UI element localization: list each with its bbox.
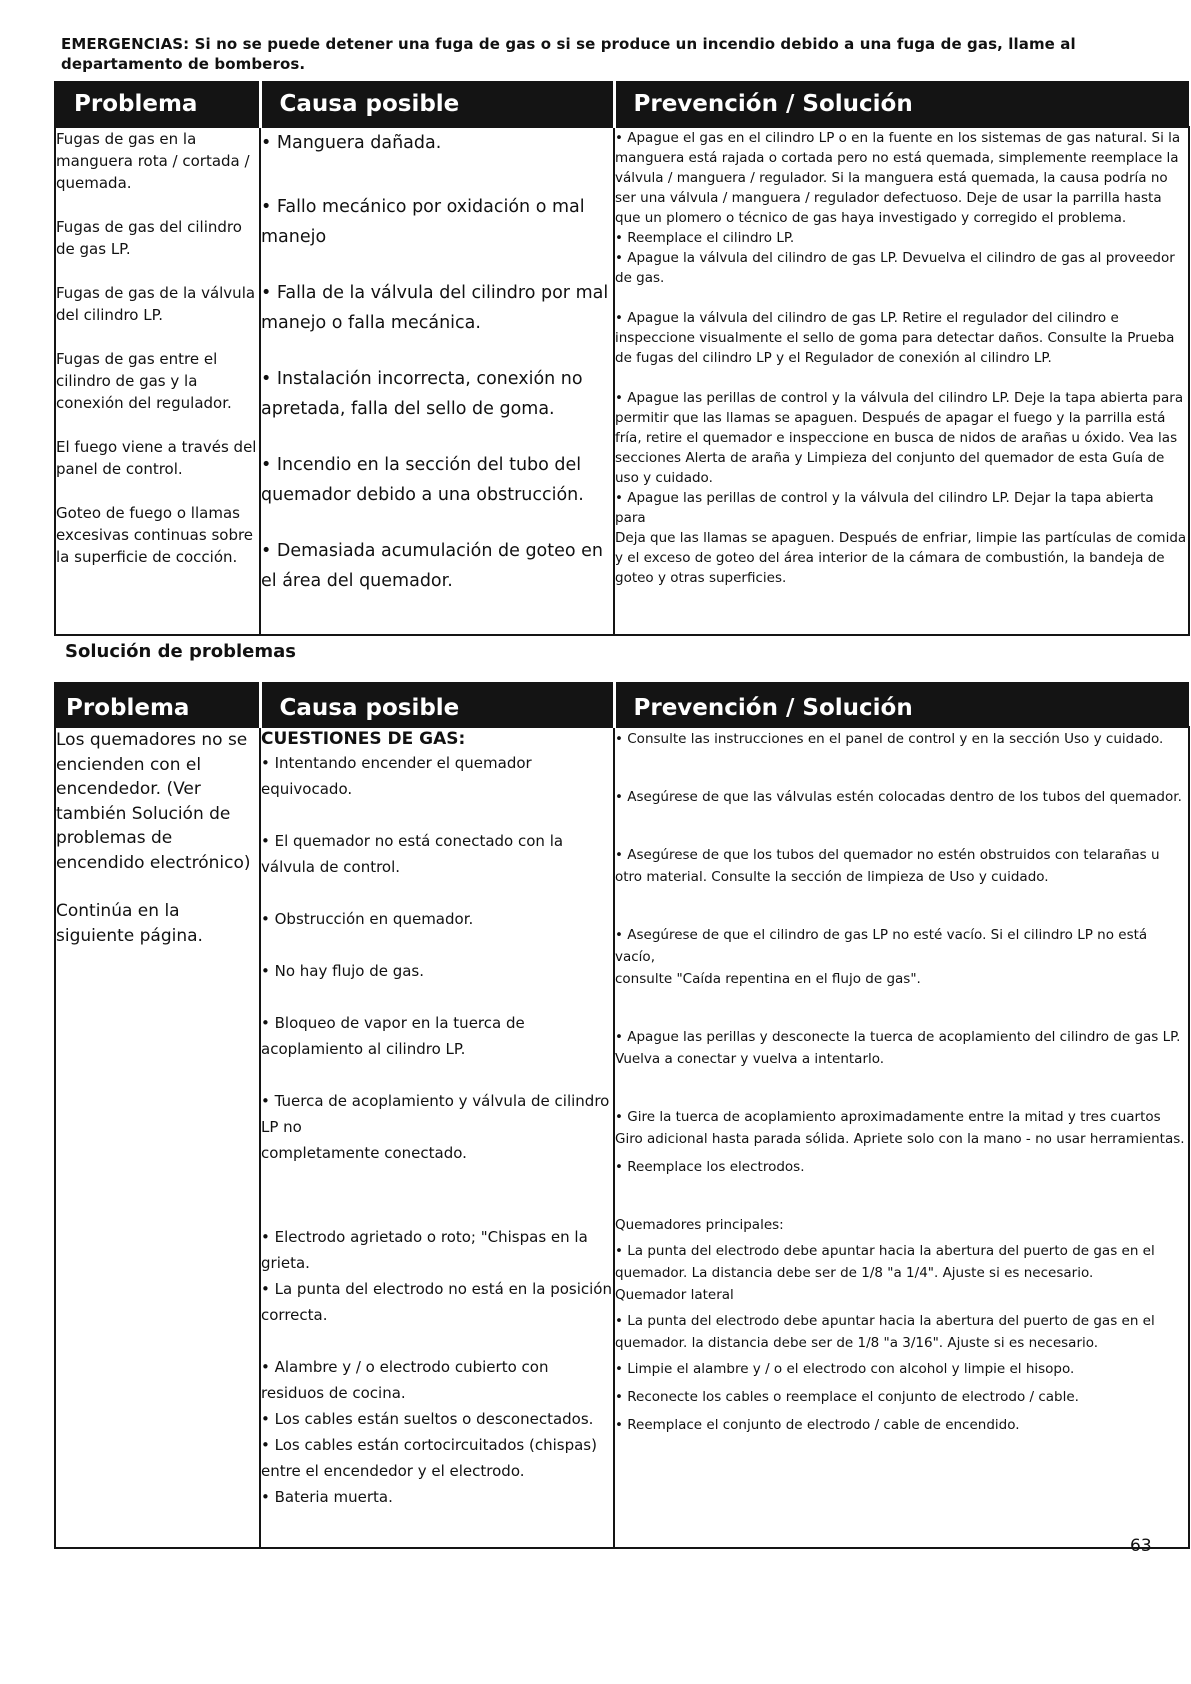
- table-row: [55, 727, 1189, 1548]
- solution-item: • Gire la tuerca de acoplamiento aproximadamente entre la mitad y tres cuartos: [615, 1109, 1161, 1125]
- cause-item: • Falla de la válvula del cilindro por mal manejo o falla mecánica.: [261, 283, 609, 333]
- header-problema: Problema: [55, 81, 260, 127]
- solution-item: Quemadores principales:: [615, 1217, 784, 1233]
- solution-item: • Apague el gas en el cilindro LP o en la fuente en los sistemas de gas natural. Si la manguera está rajada o cortada pero no está quemada, simplemente reemplace la válvula / manguera / regulador. Si la manguera está quemada, la causa podría no ser una válvula / manguera / regulador defectuoso. Deje de usar la parrilla hasta que un plomero o técnico de gas haya investigado y corregido el problema.: [615, 130, 1181, 226]
- solution-item: consulte "Caída repentina en el flujo de gas".: [615, 971, 921, 987]
- solution-item: • Apague las perillas y desconecte la tuerca de acoplamiento del cilindro de gas LP.: [615, 1029, 1181, 1045]
- cause-item: • Instalación incorrecta, conexión no apretada, falla del sello de goma.: [261, 369, 583, 419]
- solutions-cell: [614, 127, 1189, 635]
- solution-item: • La punta del electrodo debe apuntar hacia la abertura del puerto de gas en el quemador. la distancia debe ser de 1/8 "a 3/16". Ajuste si es necesario.: [615, 1313, 1155, 1351]
- cause-item: • Los cables están cortocircuitados (chispas) entre el encendedor y el electrodo.: [261, 1436, 597, 1480]
- header-causa: Causa posible: [260, 682, 614, 727]
- solution-item: Giro adicional hasta parada sólida. Apriete solo con la mano - no usar herramientas.: [615, 1131, 1185, 1147]
- problem-item: Goteo de fuego o llamas excesivas continuas sobre la superficie de cocción.: [56, 504, 254, 566]
- cause-item: • Fallo mecánico por oxidación o mal manejo: [261, 197, 585, 247]
- problems-cell: [55, 727, 260, 1548]
- cause-item: • Bloqueo de vapor en la tuerca de acoplamiento al cilindro LP.: [261, 1014, 525, 1058]
- cause-item: • Manguera dañada.: [261, 133, 442, 153]
- header-solucion: Prevención / Solución: [614, 682, 1189, 727]
- solution-item: Quemador lateral: [615, 1287, 734, 1303]
- solution-item: • Reconecte los cables o reemplace el conjunto de electrodo / cable.: [615, 1389, 1079, 1405]
- cause-item: • Electrodo agrietado o roto; "Chispas en la grieta.: [261, 1228, 588, 1272]
- solution-item: • Asegúrese de que los tubos del quemador no estén obstruidos con telarañas u otro material. Consulte la sección de limpieza de Uso y cuidado.: [615, 847, 1160, 885]
- problem-item: El fuego viene a través del panel de control.: [56, 438, 257, 478]
- troubleshooting-table-1: [54, 81, 1190, 636]
- causes-cell: [260, 127, 614, 635]
- solution-item: • Reemplace el conjunto de electrodo / cable de encendido.: [615, 1417, 1020, 1433]
- solution-item: • Apague la válvula del cilindro de gas LP. Devuelva el cilindro de gas al proveedor de gas.: [615, 250, 1175, 286]
- solution-item: • Limpie el alambre y / o el electrodo con alcohol y limpie el hisopo.: [615, 1361, 1075, 1377]
- table-header-row: [55, 81, 1189, 127]
- header-problema: Problema: [55, 682, 260, 727]
- problem-item: Fugas de gas del cilindro de gas LP.: [56, 218, 242, 258]
- solutions-cell: [614, 727, 1189, 1548]
- cause-item: • Los cables están sueltos o desconectados.: [261, 1410, 594, 1428]
- emergency-note: EMERGENCIAS: Si no se puede detener una fuga de gas o si se produce un incendio debido a una fuga de gas, llame al departamento de bomberos.: [61, 35, 1076, 73]
- solution-item: • Reemplace los electrodos.: [615, 1159, 805, 1175]
- problem-item: Los quemadores no se encienden con el encendedor. (Ver también Solución de problemas de encendido electrónico): [56, 730, 251, 873]
- cause-item: • El quemador no está conectado con la válvula de control.: [261, 832, 564, 876]
- cause-item: • Bateria muerta.: [261, 1488, 393, 1506]
- solution-item: • La punta del electrodo debe apuntar hacia la abertura del puerto de gas en el quemador. La distancia debe ser de 1/8 "a 1/4". Ajuste si es necesario.: [615, 1243, 1155, 1281]
- table-header-row: [55, 682, 1189, 727]
- cause-item: • Incendio en la sección del tubo del quemador debido a una obstrucción.: [261, 455, 584, 505]
- section-title: Solución de problemas: [65, 641, 296, 662]
- cause-item: • Demasiada acumulación de goteo en el área del quemador.: [261, 541, 604, 591]
- cause-heading: CUESTIONES DE GAS:: [261, 729, 466, 749]
- solution-item: • Apague las perillas de control y la válvula del cilindro LP. Deje la tapa abierta para permitir que las llamas se apaguen. Después de apagar el fuego y la parrilla está fría, retire el quemador e inspeccione en busca de nidos de arañas u óxido. Vea las secciones Alerta de araña y Limpieza del conjunto del quemador de esta Guía de uso y cuidado.: [615, 390, 1184, 486]
- problem-item: Fugas de gas entre el cilindro de gas y la conexión del regulador.: [56, 350, 232, 412]
- problem-item: Continúa en la siguiente página.: [56, 901, 203, 946]
- page-number: 63: [1130, 1536, 1152, 1556]
- cause-item: • Alambre y / o electrodo cubierto con residuos de cocina.: [261, 1358, 549, 1402]
- problems-cell: [55, 127, 260, 635]
- solution-item: • Apague la válvula del cilindro de gas LP. Retire el regulador del cilindro e inspeccione visualmente el sello de goma para detectar daños. Consulte la Prueba de fugas del cilindro LP y el Regulador de conexión al cilindro LP.: [615, 310, 1175, 366]
- problem-item: Fugas de gas en la manguera rota / cortada / quemada.: [56, 130, 250, 192]
- troubleshooting-table-2: [54, 682, 1190, 1549]
- cause-item: • Intentando encender el quemador equivocado.: [261, 754, 532, 798]
- causes-cell: [260, 727, 614, 1548]
- solution-item: Deja que las llamas se apaguen. Después de enfriar, limpie las partículas de comida y el exceso de goteo del área interior de la cámara de combustión, la bandeja de goteo y otras superficies.: [615, 530, 1187, 586]
- table-row: [55, 127, 1189, 635]
- cause-item: • La punta del electrodo no está en la posición correcta.: [261, 1280, 612, 1324]
- solution-item: • Consulte las instrucciones en el panel de control y en la sección Uso y cuidado.: [615, 731, 1164, 747]
- cause-item: completamente conectado.: [261, 1144, 467, 1162]
- cause-item: • Tuerca de acoplamiento y válvula de cilindro LP no: [261, 1092, 610, 1136]
- cause-item: • No hay flujo de gas.: [261, 962, 425, 980]
- solution-item: • Apague las perillas de control y la válvula del cilindro LP. Dejar la tapa abierta para: [615, 490, 1154, 526]
- problem-item: Fugas de gas de la válvula del cilindro LP.: [56, 284, 256, 324]
- solution-item: • Reemplace el cilindro LP.: [615, 230, 795, 246]
- solution-item: • Asegúrese de que las válvulas estén colocadas dentro de los tubos del quemador.: [615, 789, 1182, 805]
- header-solucion: Prevención / Solución: [614, 81, 1189, 127]
- header-causa: Causa posible: [260, 81, 614, 127]
- cause-item: • Obstrucción en quemador.: [261, 910, 474, 928]
- solution-item: Vuelva a conectar y vuelva a intentarlo.: [615, 1051, 885, 1067]
- solution-item: • Asegúrese de que el cilindro de gas LP no esté vacío. Si el cilindro LP no está vacío,: [615, 927, 1148, 965]
